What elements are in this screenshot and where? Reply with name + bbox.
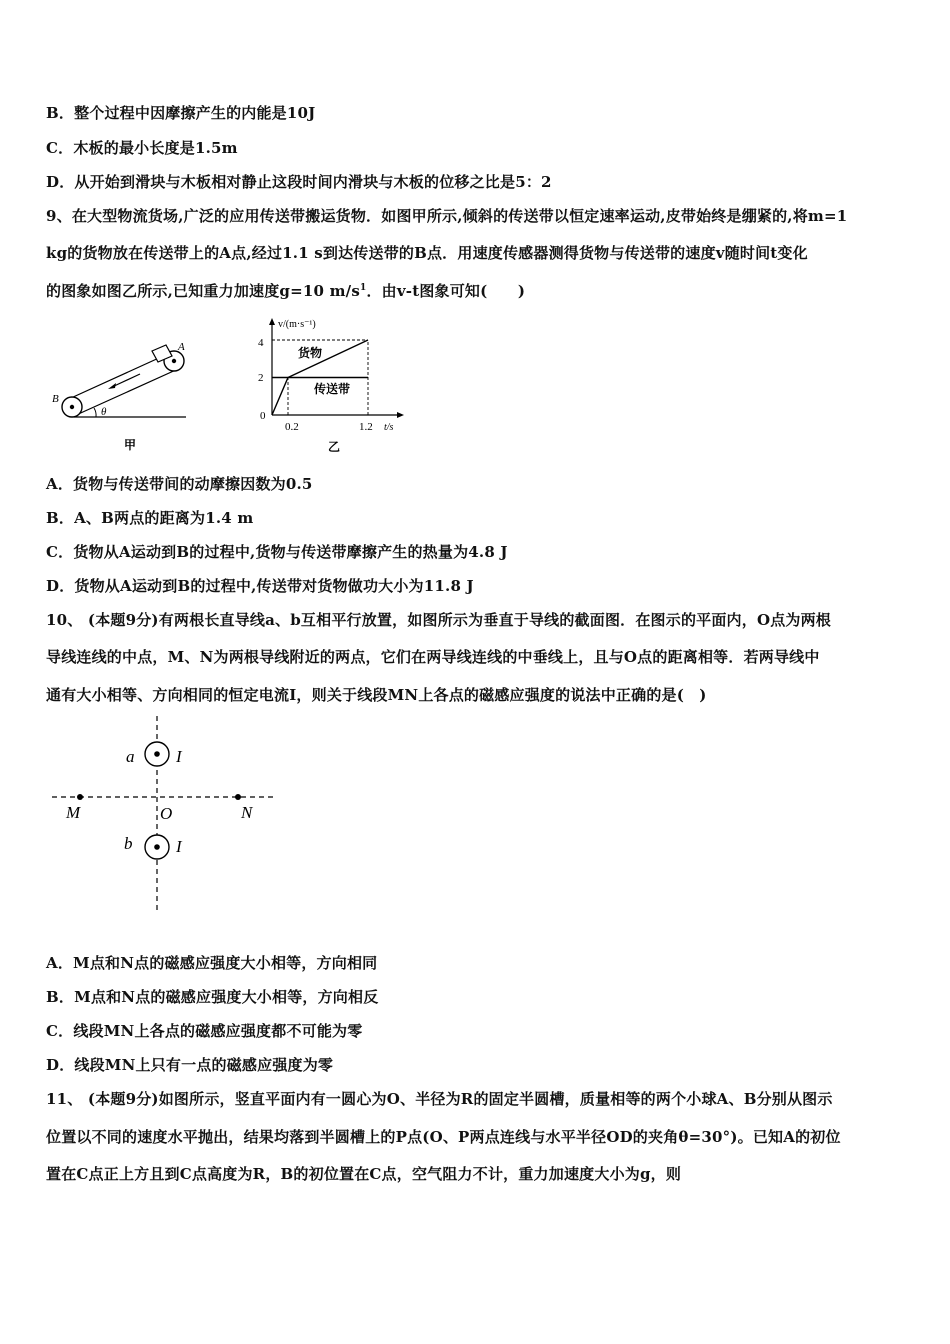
label-belt: 传送带 <box>314 382 351 396</box>
q10-figure-wires <box>46 712 286 918</box>
ytick-4: 4 <box>258 337 264 349</box>
caption-yi: 乙 <box>328 440 341 454</box>
q10-option-c: C．线段MN上各点的磁感应强度都不可能为零 <box>46 1022 363 1040</box>
label-i-bottom: I <box>176 837 182 856</box>
wire-a-current-dot <box>154 751 160 757</box>
q9-stem-line3-post: ．由v-t图象可知( ) <box>366 282 526 300</box>
caption-jia: 甲 <box>124 438 137 452</box>
q9-option-d: D．货物从A运动到B的过程中,传送带对货物做功大小为11.8 J <box>46 577 474 595</box>
q9-figure-vt-graph <box>252 312 412 460</box>
label-cargo: 货物 <box>298 346 323 360</box>
q10-stem-line1: 10、 (本题9分)有两根长直导线a、b互相平行放置，如图所示为垂直于导线的截面图．在图示的平面内，O点为两根 <box>46 611 832 629</box>
label-m: M <box>66 803 81 822</box>
label-theta: θ <box>101 406 107 418</box>
xtick-0-2: 0.2 <box>285 421 299 433</box>
belt-direction-arrow <box>112 374 140 387</box>
q9-option-a: A．货物与传送带间的动摩擦因数为0.5 <box>46 475 313 493</box>
q9-stem-line3 <box>46 280 908 301</box>
q10-option-b: B．M点和N点的磁感应强度大小相等，方向相反 <box>46 988 379 1006</box>
wire-b-current-dot <box>154 844 160 850</box>
y-axis-arrow <box>269 318 275 325</box>
belt-bottom <box>74 369 178 416</box>
label-b: B <box>52 393 59 405</box>
q9-option-c: C．货物从A运动到B的过程中,货物与传送带摩擦产生的热量为4.8 J <box>46 543 508 561</box>
q11-stem-line1: 11、 (本题9分)如图所示，竖直平面内有一圆心为O、半径为R的固定半圆槽，质量相等的两个小球A、B分别从图示 <box>46 1090 833 1108</box>
q11-stem-line3: 置在C点正上方且到C点高度为R，B的初位置在C点，空气阻力不计，重力加速度大小为g，则 <box>46 1165 682 1183</box>
q8-option-d: D．从开始到滑块与木板相对静止这段时间内滑块与木板的位移之比是5：2 <box>46 173 552 191</box>
y-axis-label: v/(m·s⁻¹) <box>278 319 316 330</box>
q10-option-d: D．线段MN上只有一点的磁感应强度为零 <box>46 1056 334 1074</box>
q9-stem-line2: kg的货物放在传送带上的A点,经过1.1 s到达传送带的B点．用速度传感器测得货物与传送带的速度v随时间t变化 <box>46 244 808 262</box>
q11-stem-line2: 位置以不同的速度水平抛出，结果均落到半圆槽上的P点(O、P两点连线与水平半径OD的夹角θ=30°)。已知A的初位 <box>46 1128 841 1146</box>
q9-option-b: B．A、B两点的距离为1.4 m <box>46 509 254 527</box>
q8-option-b: B．整个过程中因摩擦产生的内能是10J <box>46 104 316 122</box>
belt-direction-arrowhead <box>108 383 116 389</box>
pulley-b-axle <box>70 405 74 409</box>
q9-figure-conveyor <box>46 332 196 457</box>
angle-arc <box>94 408 96 417</box>
label-a: A <box>178 341 185 353</box>
xtick-1-2: 1.2 <box>359 421 373 433</box>
x-axis-label: t/s <box>384 422 394 433</box>
label-n: N <box>241 803 253 822</box>
label-o: O <box>160 804 173 823</box>
label-a: a <box>126 747 135 766</box>
q10-stem-line2: 导线连线的中点，M、N为两根导线附近的两点，它们在两导线连线的中垂线上，且与O点的距离相等．若两导线中 <box>46 648 820 666</box>
q10-stem-line3: 通有大小相等、方向相同的恒定电流I，则关于线段MN上各点的磁感应强度的说法中正确的是( ) <box>46 686 707 704</box>
point-m <box>77 794 83 800</box>
q9-stem-line1: 9、在大型物流货场,广泛的应用传送带搬运货物．如图甲所示,倾斜的传送带以恒定速率运动,皮带始终是绷紧的,将m=1 <box>46 207 848 225</box>
q9-stem-line3-sup: 1 <box>359 283 367 293</box>
ytick-0: 0 <box>260 410 266 422</box>
ytick-2: 2 <box>258 372 264 384</box>
q10-option-a: A．M点和N点的磁感应强度大小相等，方向相同 <box>46 954 378 972</box>
x-axis-arrow <box>397 412 404 418</box>
pulley-a-axle <box>172 359 176 363</box>
q8-option-c: C．木板的最小长度是1.5m <box>46 139 238 157</box>
label-i-top: I <box>176 747 182 766</box>
point-n <box>235 794 241 800</box>
q9-stem-line3-pre: 的图象如图乙所示,已知重力加速度g=10 m/s <box>46 282 360 300</box>
label-b: b <box>124 834 133 853</box>
